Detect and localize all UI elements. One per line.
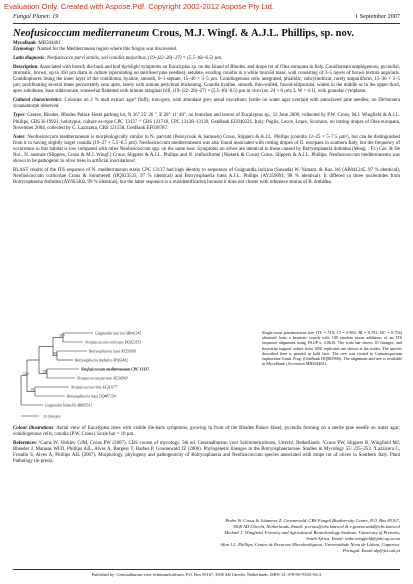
author-addresses	[140, 518, 400, 554]
article-title	[13, 28, 400, 40]
blast-results: BLAST results of the ITS sequence of N. mediterraneum strain CPC 13137 had high identity to sequences of Guignardia laricina (Sawada) W. Yamam. & Kaz. Itô (AB041245, 97 % identical), Neofusicoccum corticosae Crous & Summerell (DQ923533, 97 % identical) and Botryosphaeria lutea A.J.L. Phillips (AY259091, 98 % identical). It differed in three nucleotides from Botryosphaeria dothidea (AY663402, 99 % identical), but the latter sequence is a misidentification because it does not cluster with reference strains of B. dothidea.	[13, 167, 400, 185]
colour-label: Colour illustrations	[13, 426, 54, 431]
tree-leaf-label: Botryosphaeria dothidea AY663402	[75, 358, 128, 363]
colour-illustrations	[13, 426, 400, 438]
tree-leaf-label: Botryosphaeria lutea AY259091	[89, 349, 137, 354]
journal-label: Fungal Planet: 19	[13, 13, 59, 20]
header-rule	[13, 23, 400, 24]
tree-leaf-label: Guignardia bidwellii AB095511	[45, 403, 93, 408]
description-text: : Associated with branch die-back and leaf tip-blight symptoms on Eucalyptus sp. on the Island of Rhodes, and drupe rot of Olea europaea in Italy. Conidiomata amphigenous, pycnidial, stromatic, brown, up to 450 µm diam in culture (sporulating on sterilised pine needles), setulate, exuding conidia in a white mucoid mass, wall consisting of 3–5 layers of brown textura angularis. Conidiophores lining the inner layer of the conidioma, hyaline, smooth, 0–1-septate, 15–40 × 3–5 µm. Conidiogenous cells integrated, phialidic, subcylindrical, rarely ampulliform, 15–30 × 3–5 µm; proliferating several times percurrently near apex, rarely with minute periclinal thickening. Conidia hyaline, smooth, thin-walled, fusoid-ellipsoidal, widest in the middle or in the upper third, apex subobtuse, base subtruncate, somewhat flattened with minute marginal frill, (19–)22–26(–27) × (5.5–)6(–6.5) µm in vitro (av. 24 × 6 µm; L:W = 4:1), with granular cytoplasm.	[13, 65, 400, 95]
bootstrap-value: 98	[43, 369, 47, 374]
title-authority: Crous, M.J. Wingf. & A.J.L. Phillips,	[149, 28, 321, 39]
tree-leaf-label: Neofusicoccum ribis AF241177	[71, 385, 118, 390]
description	[13, 65, 400, 95]
author-line: Pedro W. Crous & Johannes Z. Groenewald, CBS Fungal Biodiversity Centre, P.O. Box 85167,	[225, 518, 400, 523]
bootstrap-value: 61	[31, 387, 35, 392]
mycobank-label: MycoBank	[13, 41, 36, 46]
colour-text: : Aerial view of Eucalyptus trees with visible die-back symptoms, growing in front of the Rhodes Palace Hotel; pycnidia forming on a sterile pine needle on water agar; conidiogenous cells; conidia (P.W. Crous). Scale bar = 10 µm.	[13, 426, 400, 438]
bootstrap-value: 100	[23, 371, 29, 376]
cultural-text: : Colonies on 2 % malt extract agar¹ fluffy, iron-grey, with abundant grey aerial mycelium; fertile on water agar overlaid with autoclaved pine needles; no Dichomera synanamorph observed.	[13, 98, 400, 110]
tree-leaf-label: Neofusicoccum mediterraneum CPC 13137	[81, 367, 150, 372]
notes-text: : Neofusicoccum mediterraneum is morphologically similar to N. parvum (Pennycook & Samuels) Crous, Slippers & A.J.L. Phillips (conidia 12–25 × 5–7.5 µm²), but can be distinguished from it in having slightly larger conidia (19–27 × 5.5–6.5 µm). Neofusicoccum mediterraneum was also found associated with rotting drupes of O. europaea in southern Italy, but the frequency of occurrence in this habitat is low compared with other Neofusicoccum spp. on the same host. Symptoms on olives are identical to those caused by Botryosphaeria dothidea (Moug. : Fr.) Ces. & De Not., N. australe (Slippers, Crous & M.J. Wingf.) Crous, Slippers & A.J.L. Phillips and N. vitifusiforme (Niekerk & Crous) Crous, Slippers & A.J.L. Phillips. Neofusicoccum mediterraneum was shown to be pathogenic to olive trees in artificial inoculations³.	[13, 134, 400, 164]
references-label: References	[13, 441, 36, 447]
author-line: 3508 AD Utrecht, Netherlands. Email: p.crous@cbs.knaw.nl & e.groenewald@cbs.knaw.nl	[232, 524, 400, 529]
running-head	[13, 13, 400, 22]
author-line: Michael J. Wingfield, Forestry and Agricultural Biotechnology Institute, University of Pretoria,	[224, 530, 400, 535]
references	[13, 441, 400, 465]
issue-date: 1 September 2007	[354, 13, 400, 20]
footer-rule	[13, 569, 400, 570]
types-label: Types	[13, 113, 25, 119]
tree-caption: Single most parsimonious tree (TL = 510; CI = 0.965; RI = 0.781; RC = 0.754) obtained from a heuristic search with 100 random taxon additions of an ITS sequence alignment using PAUP v. 4.0b10. The scale bar shows 10 changes, and bootstrap support values from 1000 replicates are shown at the nodes. The species described here is printed in bold face. The tree was rooted to Camarosporium euphorbiae Gonn. Frag. (GenBank DQ865900). The alignment and tree is available in MycoBank (Accession MB504461).	[262, 330, 402, 367]
author-line: Alan J.L. Phillips, Centro de Recursos Microbiológicos, Universidade Nova de Lisboa, Caparica,	[220, 542, 400, 547]
latin-label: Latin diagnosis	[13, 56, 45, 62]
phylogenetic-tree	[13, 328, 253, 421]
tree-leaf-label: Neofusicoccum parvum AY236943	[77, 376, 128, 381]
bootstrap-value: 100	[59, 333, 65, 338]
tree-scale-label: 10 changes	[43, 414, 61, 419]
latin-diagnosis	[13, 56, 400, 62]
mycobank-line	[13, 41, 400, 53]
publisher-footer: Published by: Centraalbureau voor Schimmelcultures, P.O. Box 85167, 3508 AD Utrecht, Netherlands. ISBN-13: 978-90-70351-63-2	[91, 572, 322, 577]
author-line: Portugal. Email alp@fct.unl.pt	[342, 548, 400, 553]
types-text: : Greece, Rhodes, Rhodes Palace Hotel parking lot, N 36° 25' 26 ", E 28° 11' 40", on branches and leaves of Eucalyptus sp., 12 June 2006, collected by P.W. Crous, M.J. Wingfield & A.J.L. Phillips, CBS H-19921, holotypus, culture ex-type CPC 13137 = CBS 121718, CPC 13138–13139, GenBank EU040221. Italy, Puglia, Lecce, Lepre, Scorrano, on rotting drupes of Olea europaea, November 2004, collected by C. Lazzizera, CBS 121558, GenBank EF638787.	[13, 113, 400, 131]
notes	[13, 135, 400, 165]
types	[13, 113, 400, 131]
notes-label: Notes	[13, 134, 25, 140]
tree-leaf-label: Neofusicoccum corticosae DQ923533	[85, 340, 142, 345]
cultural-characteristics	[13, 98, 400, 110]
etymology-text: : Named for the Mediterranean region where this fungus was discovered.	[34, 47, 178, 53]
title-sp-nov: sp. nov.	[320, 28, 355, 39]
latin-text: : Neofusicocco parvi similis, sed conidiis majoribus, (19–)22–26(–27) × (5.5–)6(–6.5) µm.	[44, 56, 223, 62]
cultural-label: Cultural characteristics	[13, 98, 62, 104]
article-body	[13, 28, 400, 189]
tree-leaf-label: Botryosphaeria lutea DQ487154	[67, 394, 116, 399]
tree-bootstrap-values	[23, 334, 65, 392]
description-label: Description	[13, 65, 38, 71]
etymology-label: Etymology	[13, 47, 35, 53]
tree-leaf-label: Guignardia laricina AB041245	[95, 331, 142, 336]
bootstrap-value: 89	[53, 351, 57, 356]
references-text: : ¹Gams W, Verkley GJM, Crous PW (2007). CBS course of mycology. 5th ed. Centraalbureau voor Schimmelcultures, Utrecht, Netherlands. ²Crous PW, Slippers B, Wingfield MJ, Rheeder J, Marasas WFO, Phillips AJL, Alves A, Burgess T, Barber P, Groenewald JZ (2006). Phylogenetic lineages in the Botryosphaeriaceae. Studies in Mycology 55: 235–253. ³Lazzizera C, Frisullo S, Alves A, Phillips AJL (2007). Morphology, phylogeny and pathogenicity of Botryosphaeria and Neofusicoccum species associated with drupe rot of olives in Southern Italy. Plant Pathology (in press).	[13, 441, 400, 465]
author-line: South Africa. Email: mike.wingfield@fabi.up.ac.za	[306, 536, 400, 541]
title-species: Neofusicoccum mediterraneum	[13, 28, 150, 39]
lower-body	[13, 426, 400, 468]
evaluation-watermark: Evaluation Only. Created with Aspose.Pdf. Copyright 2002-2012 Aspose Pty Ltd.	[4, 2, 275, 11]
mycobank-value: : MB504461	[35, 41, 61, 46]
